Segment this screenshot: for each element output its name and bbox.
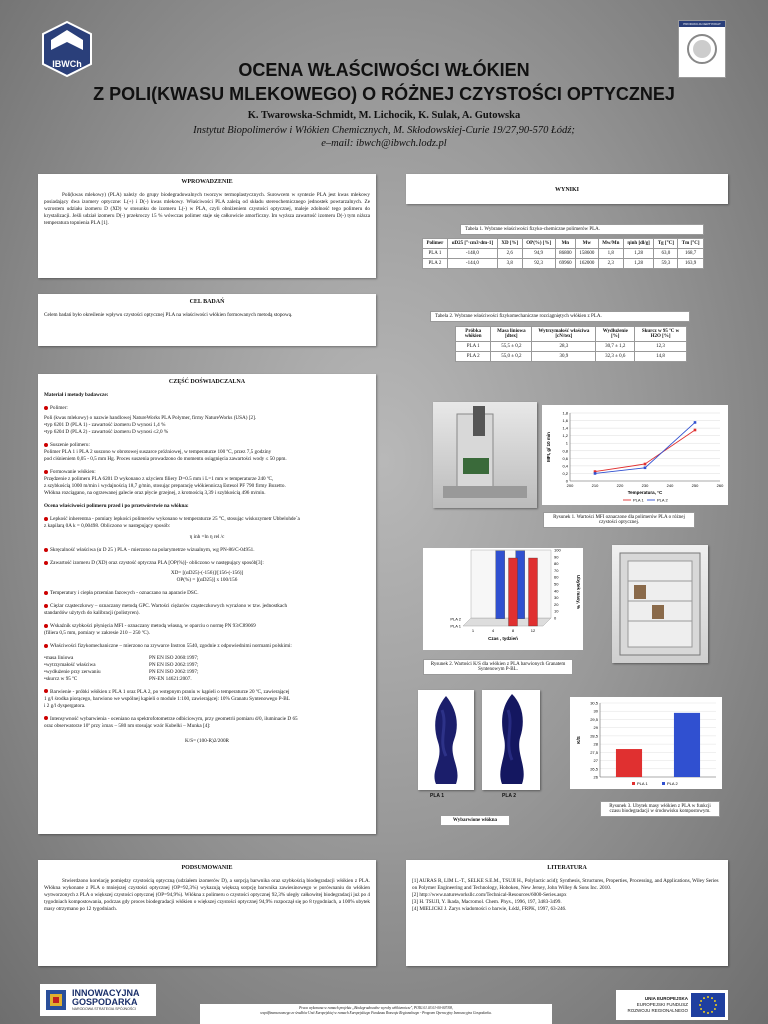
bullet-icon	[44, 406, 48, 410]
y-tick-label: 20	[554, 601, 559, 607]
table1-container	[422, 238, 704, 269]
y-tick-label: 28	[593, 741, 598, 747]
table-cell: 94,9	[522, 249, 555, 259]
y-tick-label: 0,8	[562, 448, 568, 454]
footer-right-line1: UNIA EUROPEJSKA	[644, 995, 688, 1001]
table-cell: 12,3	[635, 342, 687, 352]
norms-list	[44, 655, 370, 683]
footer-right-line3: ROZWOJU REGIONALNEGO	[627, 1008, 688, 1014]
table-cell: 14,8	[635, 352, 687, 362]
goal-text: Celem badań było określenie wpływu czystości optycznej PLA na właściwości włókien formowanych metodą stopową.	[44, 312, 293, 319]
legend-swatch	[632, 782, 635, 785]
intro-text: Poli(kwas mlekowy) (PLA) należy do grupy biodegradowalnych tworzyw termoplastycznych. Surowcem w syntezie PLA jest kwas mlekowy posiadający dwa izomery optyczne: L(+) i D(-) kwas mlekowy. Właściwości PLA zależą od składu stereochemicznego jednostek powtarzalnych. Ze wzrostem udziału izomeru D (XD) w stosunku do izomeru L(-) w PLA, czyli obniżeniem czystości optycznej, maleje zdolność tego polimeru do krystalizacji. Jeśli udział izomeru D(-) przekroczy 15 % wówczas polimer staje się całkowicie amorficzny. Im wyższa zawartość izomeru D(-) tym niższa temperatura topnienia PLA [1].	[44, 192, 370, 227]
table-cell: 30,7 ± 1,2	[596, 342, 635, 352]
photo-label-pla1: PLA 1	[430, 793, 444, 799]
table-cell: 59,3	[654, 259, 678, 269]
table-header: Mn	[555, 239, 575, 249]
norm-value: PN-EN 14621:2007.	[149, 675, 192, 682]
table-cell: 55,0 ± 0,2	[491, 352, 532, 362]
method-gpc-2: standardów użytych do kalibracji (polistyren).	[44, 610, 140, 617]
bullet-icon	[44, 561, 48, 565]
table-cell: -148,0	[447, 249, 497, 259]
table-cell: 163,9	[678, 259, 704, 269]
data-point	[644, 466, 647, 469]
forming-line2: z szybkością 1000 m/min i wydajnością 18,7 g/min, stosując preparację włókienniczą Estesol PF 790 firmy Bozetto.	[44, 483, 286, 490]
table-cell: 30,9	[532, 352, 596, 362]
bullet-icon	[44, 689, 48, 693]
y-tick-label: 0	[565, 478, 568, 484]
table2-container	[455, 326, 687, 362]
methods-subheading-evaluation: Ocena właściwości polimeru przed i po przetwórstwie na włókna:	[44, 503, 189, 510]
table-cell: 168,7	[678, 249, 704, 259]
eu-star-icon	[707, 1012, 709, 1014]
table-cell: 92,3	[522, 259, 555, 269]
polymer-line2: •typ 6201 D (PLA 1) - zawartość izomeru D wynosi 1,4 %	[44, 422, 166, 429]
methods-heading: CZĘŚĆ DOŚWIADCZALNA	[168, 379, 246, 385]
x-tick-label: 240	[666, 483, 674, 488]
table-cell: 3,8	[497, 259, 522, 269]
y-axis-label: MFI, g/ 10 min	[546, 432, 551, 462]
polymer-line3: •typ 6204 D (PLA 2) - zawartość izomeru D wynosi ≤2,0 %	[44, 429, 169, 436]
institute	[0, 125, 768, 150]
x-tick-label: 210	[591, 483, 599, 488]
table-cell: 63,0	[654, 249, 678, 259]
table-header: Polimer	[423, 239, 448, 249]
innovation-logo-icon	[44, 988, 68, 1012]
bullet-icon	[44, 644, 48, 648]
chart-floor	[463, 618, 551, 626]
eu-star-icon	[699, 1004, 701, 1006]
formula-op: OP(%) = [(αD25)] x 100/156	[176, 577, 238, 584]
bullet-icon	[44, 443, 48, 447]
goal-heading: CEL BADAŃ	[189, 299, 225, 305]
poster-title-line1: OCENA WŁAŚCIWOŚCI WŁÓKIEN	[238, 60, 530, 80]
bullet-icon	[44, 591, 48, 595]
x-tick-label: 1	[471, 628, 475, 633]
y-tick-label: 29	[593, 725, 598, 731]
bullet-icon	[44, 604, 48, 608]
y-tick-label: 27,5	[590, 749, 598, 755]
y-tick-label: 27	[593, 758, 598, 764]
bar	[674, 713, 700, 777]
footer-left-line3: NARODOWA STRATEGIA SPÓJNOŚCI	[72, 1006, 136, 1011]
method-color: Intensywność wybarwienia - oceniano na spektrofotometrze odbiciowym, przy geometrii pomiaru d/0, iluminacie D 65	[50, 715, 298, 722]
x-tick-label: 260	[716, 483, 724, 488]
table-cell: 86800	[555, 249, 575, 259]
ks-chart-panel	[570, 697, 722, 789]
eu-star-icon	[711, 997, 713, 999]
bullet-icon	[44, 548, 48, 552]
legend-label: PLA 1	[633, 497, 644, 503]
x-axis-label: Czas , tydzień	[488, 636, 518, 641]
table-header: αD25 [°·cm3·dm-1]	[447, 239, 497, 249]
y-tick-label: 1,4	[562, 425, 568, 431]
table-header: Tg [°C]	[654, 239, 678, 249]
y-axis-label: K/S	[576, 736, 581, 744]
footer-right-line2: EUROPEJSKI FUNDUSZ	[636, 1001, 688, 1007]
y-tick-label: 90	[554, 554, 559, 560]
footer-center-line1: Praca wykonana w ramach projektu „Biodegradowalne wyroby włókiennicze", POIG.01.03.01-00-007/08,	[299, 1006, 453, 1010]
table-cell: PLA 1	[456, 342, 491, 352]
y-tick-label: 28,5	[590, 733, 598, 739]
y-tick-label: 10	[554, 608, 559, 614]
table-cell: 2,6	[497, 249, 522, 259]
y-tick-label: 30	[593, 708, 598, 714]
norm-name: •wydłużenie przy zerwaniu	[44, 668, 101, 675]
reference-item: [2] http://www.natureworksllc.com/Technical-Resources/6000-Series.aspx	[412, 892, 567, 899]
y-axis-label: Ubytek masy, %	[576, 575, 581, 609]
table1-caption: Tabela 1. Wybrane właściwości fizyko-chemiczne polimerów PLA.	[460, 224, 704, 235]
y-tick-label: 26	[593, 774, 598, 780]
x-tick-label: 250	[691, 483, 699, 488]
forming-heading: Formowanie włókien:	[50, 469, 96, 476]
bullet-icon	[44, 517, 48, 521]
fig2-caption: Rysunek 2. Wartości K/S dla włókien z PLA barwionych Granatem Syntenowym P-BL.	[423, 659, 573, 675]
summary-text: Stwierdzono korelację pomiędzy czystością optyczną (udziałem izomerów D), a sorpcją barwnika oraz szybkością biodegradacji włókien z PLA. Włókna wykonane z PLA o mniejszej czystości optycznej (OP=92,3%) wykazują większą sorpcję barwnika zawiesinowego w porównaniu do włókien wytworzonych z PLA o większej czystości optycznej (OP=94,9%). Włókna z polimeru o czystości optycznej 92,3% uległy całkowitej biodegradacji już po 4 tygodniach kompostowania, podczas gdy proces biodegradacji włókien o większej czystości optycznej 94,9% rozpoczął się po 8 tygodniach, a 100% ubytek masy otrzymano po 12 tygodniach.	[44, 878, 370, 913]
incubator-photo	[612, 545, 708, 663]
table-cell: 69960	[555, 259, 575, 269]
bar	[529, 558, 538, 626]
bullet-icon	[44, 716, 48, 720]
table-cell: PLA 2	[456, 352, 491, 362]
mfi-apparatus-photo	[433, 402, 537, 508]
method-dyeing-2: 1 g/l środka piorącego, barwiono we wspólnej kąpieli o module 1:100, zawierającej: 10% Granatu Syntenowego P-BL	[44, 695, 290, 702]
table1-header-row	[423, 239, 704, 249]
table-header: Wytrzymałość właściwa [cN/tex]	[532, 327, 596, 342]
y-tick-label: 0,4	[562, 463, 568, 469]
table-header: Skurcz w 95 ºC w H2O [%]	[635, 327, 687, 342]
summary-panel	[38, 860, 376, 966]
footer-left-line2: GOSPODARKA	[72, 997, 138, 1008]
method-mfi-2: (filiera 0,5 mm, pomiary w zakresie 210 – 250 ºC).	[44, 630, 150, 637]
method-mechanical: Właściwości fizykomechaniczne – mierzono na zrywarce Instron 5540, zgodnie z odpowiednimi normami polskimi:	[50, 643, 292, 650]
norm-value: PN EN ISO 2060:1997;	[149, 654, 199, 661]
institute-email: e–mail: ibwch@ibwch.lodz.pl	[321, 137, 447, 149]
data-point	[694, 429, 697, 432]
formula-xd: XD= [(αD25)-(-156)]/[156-(-156)]	[170, 570, 244, 577]
eu-star-icon	[700, 1000, 702, 1002]
summary-heading: PODSUMOWANIE	[181, 865, 233, 871]
weight-loss-bar-chart	[423, 548, 583, 650]
table-cell: 158600	[575, 249, 598, 259]
table-header: ηinh [dl/g]	[623, 239, 654, 249]
table-header: Masa liniowa [dtex]	[491, 327, 532, 342]
series-label: PLA 1	[450, 623, 461, 629]
bar	[509, 558, 518, 626]
legend-swatch	[662, 782, 665, 785]
footer-left-logo	[40, 984, 156, 1016]
data-point	[694, 421, 697, 424]
formula-viscosity: η inh =ln η rel /c	[189, 534, 225, 541]
method-rotation: Skręcalność właściwa (α D 25 ) PLA - mierzono na polarymetrze wizualnym, wg PN-86/C-04951.	[50, 547, 255, 554]
bar	[496, 551, 505, 619]
table-cell: 1,28	[623, 249, 654, 259]
norm-name: •wytrzymałość właściwa	[44, 661, 96, 668]
method-mfi: Wskaźnik szybkości płynięcia MFI - oznaczany metodą własną, w oparciu o normę PN 93/C89069	[50, 623, 256, 630]
x-tick-label: 4	[491, 628, 495, 633]
x-tick-label: 12	[530, 628, 536, 633]
bullet-icon	[44, 624, 48, 628]
y-tick-label: 80	[554, 561, 559, 567]
y-tick-label: 1,2	[562, 433, 568, 439]
table-header: Wydłużenie [%]	[596, 327, 635, 342]
results-heading: WYNIKI	[554, 187, 579, 193]
forming-line3: Włókna rozciągano, na ogrzewanej galecie oraz płycie grzejnej, z krotnością 3,39 i szybkością 496 m/min.	[44, 490, 266, 497]
table-cell: PLA 2	[423, 259, 448, 269]
logo-text: IBWCh	[52, 59, 82, 69]
table-cell: 55,5 ± 0,2	[491, 342, 532, 352]
legend-label: PLA 2	[667, 781, 678, 786]
reference-item: [3] H. TSUJI, Y. Ikada, Macromol. Chem. Phys., 1996, 197, 3483-3499.	[412, 899, 562, 906]
results-panel	[406, 174, 728, 204]
drying-line1: Polimer PLA 1 i PLA 2 suszono w obrotowej suszarce próżniowej, w temperaturze 100 ºC, przez 7,5 godziny	[44, 449, 272, 456]
method-viscosity-2: z kapilarą 0A k = 0,00498. Obliczono w następujący sposób:	[44, 523, 171, 530]
y-tick-label: 26,5	[590, 766, 598, 772]
y-tick-label: 30,5	[590, 700, 598, 706]
photo-label-pla2: PLA 2	[502, 793, 516, 799]
y-tick-label: 70	[554, 567, 559, 573]
weight-loss-chart-panel	[423, 548, 583, 650]
drying-line2: pod ciśnieniem 0,05 - 0,5 mm Hg. Proces suszenia prowadzono do momentu osiągnięcia zawartości wody ≤ 50 ppm.	[44, 456, 287, 463]
footer-right-logo	[616, 990, 728, 1020]
norm-name: •skurcz w 95 ºC	[44, 675, 78, 682]
series-label: PLA 2	[450, 616, 461, 622]
norm-name: •masa liniowa	[44, 654, 74, 661]
y-tick-label: 30	[554, 595, 559, 601]
table-header: Mw/Mn	[598, 239, 623, 249]
norm-value: PN EN ISO 2062:1997;	[149, 661, 199, 668]
methods-subheading-materials: Materiał i metody badawcze:	[44, 392, 109, 399]
eu-star-icon	[714, 1008, 716, 1010]
eu-star-icon	[703, 1011, 705, 1013]
table-cell: 1,28	[623, 259, 654, 269]
table-row	[423, 249, 704, 259]
y-tick-label: 0,2	[562, 470, 568, 476]
y-tick-label: 40	[554, 588, 559, 594]
institute-address: Instytut Biopolimerów i Włókien Chemicznych, M. Skłodowskiej-Curie 19/27,90-570 Łódź;	[193, 125, 575, 136]
x-tick-label: 220	[616, 483, 624, 488]
y-tick-label: 100	[554, 548, 561, 553]
table-header: Tm [°C]	[678, 239, 704, 249]
footer-left-line1: INNOWACYJNA	[72, 987, 140, 998]
eu-flag-icon	[691, 993, 725, 1017]
table1	[422, 238, 704, 269]
x-tick-label: 8	[511, 628, 515, 633]
photos-caption: Wybarwione włókna	[440, 815, 510, 826]
legend-label: PLA 2	[657, 497, 668, 503]
method-color-2: oraz obserwatorze 10º przy λmax – 580 nm stosując wzór Kubelki – Munka [4]:	[44, 722, 211, 729]
method-purity: Zawartość izomeru D (XD) oraz czystość optyczna PLA [OP(%)]- obliczono w następujący sposób[3]:	[50, 560, 264, 567]
y-tick-label: 0	[554, 615, 557, 621]
table-cell: 1,8	[598, 249, 623, 259]
table-cell: -144,0	[447, 259, 497, 269]
references-heading: LITERATURA	[547, 865, 587, 871]
authors: K. Twarowska-Schmidt, M. Lichocik, K. Sulak, A. Gutowska	[247, 110, 521, 121]
x-axis-label: Temperatura, °C	[627, 490, 663, 495]
dyed-fiber-photo-pla1	[418, 690, 474, 790]
y-tick-label: 1,6	[562, 418, 568, 424]
mfi-line-chart	[542, 405, 728, 505]
y-tick-label: 60	[554, 574, 559, 580]
table-header: OP(%) [%]	[522, 239, 555, 249]
method-dsc: Temperatury i ciepła przemian fazowych - oznaczano na aparacie DSC.	[50, 590, 199, 597]
formula-ks: K/S= (100-R)2/200R	[185, 737, 229, 744]
y-tick-label: 0,6	[562, 455, 568, 461]
mfi-chart-panel	[542, 405, 728, 505]
methods-panel	[38, 374, 376, 834]
drying-heading: Suszenie polimeru:	[50, 442, 90, 449]
fig3-caption: Rysunek 3. Ubytek masy włókien z PLA w funkcji czasu biodegradacji w środowisku kompostowym.	[600, 801, 720, 817]
footer-center	[200, 1004, 552, 1024]
fig1-caption: Rysunek 1. Wartości MFI oznaczone dla polimerów PLA o różnej czystości optycznej.	[543, 512, 695, 528]
references-panel	[406, 860, 728, 966]
method-dyeing: Barwienie - próbki włókien z PLA 1 oraz PLA 2, po wstępnym praniu w kąpieli o temperaturze 20 ºC, zawierającej	[50, 688, 290, 695]
polymer-heading: Polimer:	[50, 405, 68, 412]
y-tick-label: 29,5	[590, 716, 598, 722]
reference-item: [4] MIELICKI J. Zarys wiadomości o barwie, Łódź, FRPK, 1997, 63-246.	[412, 906, 567, 913]
data-point	[644, 463, 647, 466]
bar	[616, 749, 642, 777]
table2	[455, 326, 687, 362]
table-row	[456, 342, 687, 352]
eu-star-icon	[703, 997, 705, 999]
eu-star-icon	[707, 996, 709, 998]
table-header: XD [%]	[497, 239, 522, 249]
table-cell: 2,3	[598, 259, 623, 269]
table-cell: 28,3	[532, 342, 596, 352]
x-tick-label: 200	[566, 483, 574, 488]
polymer-line1: Poli (kwas mlekowy) o nazwie handlowej NatureWorks PLA Polymer, firmy NatureWorks (USA) [2].	[44, 415, 257, 422]
poster-title-line2: Z POLI(KWASU MLEKOWEGO) O RÓŻNEJ CZYSTOŚCI OPTYCZNEJ	[93, 84, 675, 104]
forming-line1: Przędzenie z polimeru PLA 6201 D wykonano z użyciem filiery D=0.5 mm i L=1 mm w temperaturze 240 ºC,	[44, 476, 274, 483]
table-cell: PLA 1	[423, 249, 448, 259]
x-tick-label: 230	[641, 483, 649, 488]
reference-item: [1] AURAS R, LIM L.-T., SELKE S.E.M., TSUJI H., Polylactic acid); Synthesis, Structures, Properties, Processing, and Applications, Wiley Series on Polymer Engineering and Technology, Hoboken, New Jersey, John Willey & Sons Inc. 2010.	[412, 878, 719, 892]
table2-header-row	[456, 327, 687, 342]
footer-center-line2: współfinansowanego ze środków Unii Europejskiej w ramach Europejskiego Funduszu Rozwoju Regionalnego - Program Operacyjny Innowacyjna Gospodarka.	[260, 1011, 492, 1016]
table-row	[423, 259, 704, 269]
intro-heading: WPROWADZENIE	[181, 179, 233, 185]
table-header: Mw	[575, 239, 598, 249]
table-header: Próbka włókien	[456, 327, 491, 342]
eu-star-icon	[715, 1004, 717, 1006]
goal-panel	[38, 294, 376, 346]
norm-value: PN EN ISO 2062:1997;	[149, 668, 199, 675]
table-cell: 162000	[575, 259, 598, 269]
method-gpc: Ciężar cząsteczkowy – oznaczany metodą GPC. Wartości ciężarów cząsteczkowych wyrażono w tzw. jednostkach	[50, 603, 288, 610]
table-row	[456, 352, 687, 362]
y-tick-label: 1,8	[562, 410, 568, 416]
method-dyeing-3: i 2 g/l dyspergatora.	[44, 702, 86, 709]
eu-star-icon	[714, 1000, 716, 1002]
certificate-text: PRODUKCJA CERTYFIKAT	[679, 21, 725, 27]
method-viscosity: Lepkość inherentna - pomiary lepkości polimerów wykonano w temperaturze 25 °C, stosując wiskozymetr Ubbelohde`a	[50, 516, 300, 523]
intro-panel	[38, 174, 376, 278]
legend-label: PLA 1	[637, 781, 648, 786]
bullet-icon	[44, 470, 48, 474]
y-tick-label: 1	[565, 440, 568, 446]
dyed-fiber-photo-pla2	[482, 690, 540, 790]
ks-bar-chart	[570, 697, 722, 789]
data-point	[594, 472, 597, 475]
y-tick-label: 50	[554, 581, 559, 587]
eu-star-icon	[700, 1008, 702, 1010]
eu-star-icon	[711, 1011, 713, 1013]
table2-caption: Tabela 2. Wybrane właściwości fizykomechaniczne rozciągniętych włókien z PLA.	[430, 311, 690, 322]
table-cell: 32,3 ± 0,6	[596, 352, 635, 362]
